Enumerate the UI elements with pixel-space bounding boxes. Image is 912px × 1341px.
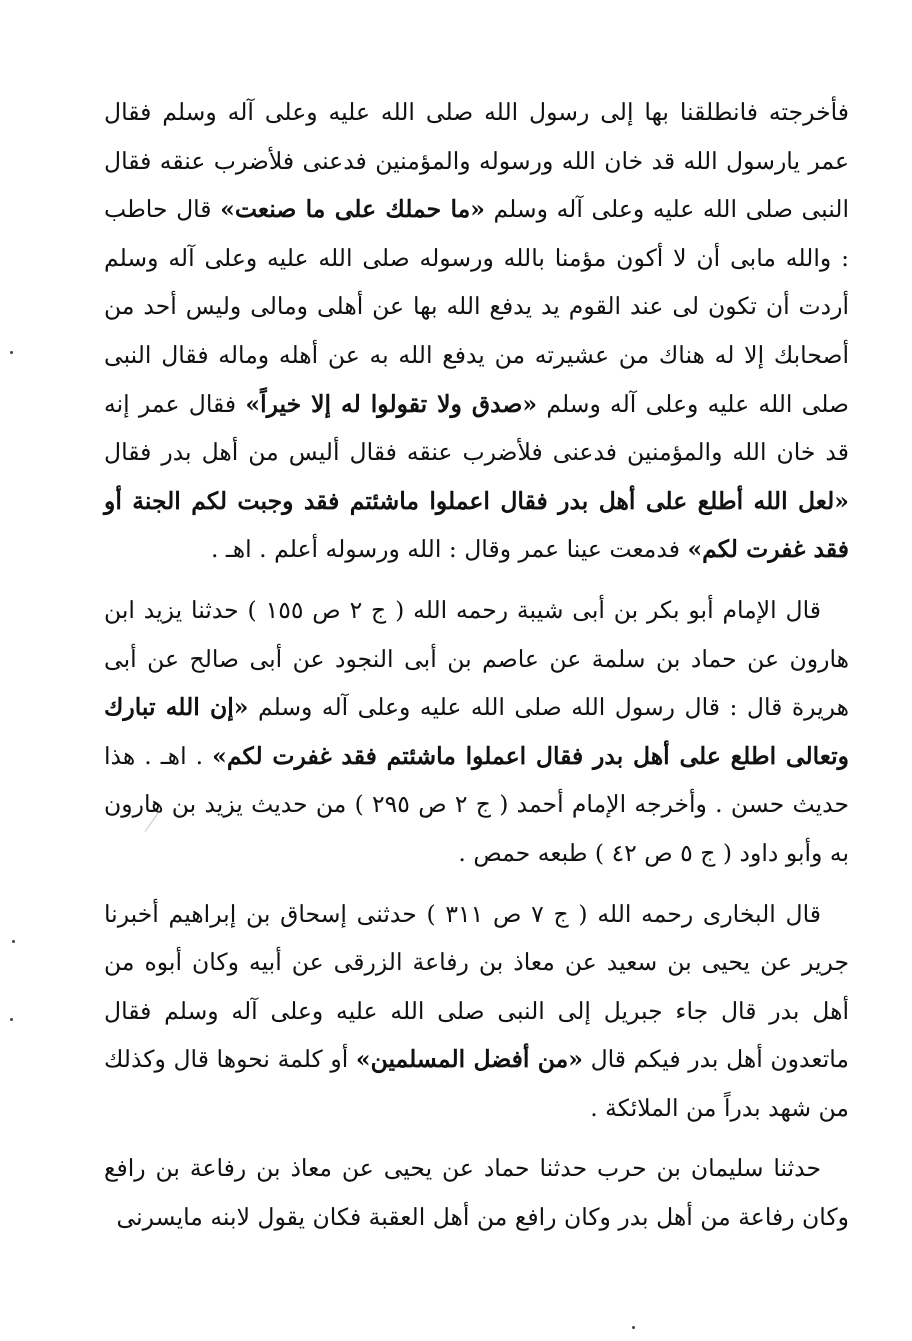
- quoted-speech-bold: «صدق ولا تقولوا له إلا خيراً»: [245, 389, 538, 418]
- paragraph-ibn-abi-shaybah: [104, 586, 849, 878]
- paragraph-bukhari: [104, 890, 849, 1133]
- quoted-speech-bold: «ما حملك على ما صنعت»: [220, 195, 485, 224]
- text-run: أو كلمة نحوها قال وكذلك من شهد بدراً من الملائكة .: [104, 1045, 849, 1122]
- text-run: حدثنا سليمان بن حرب حدثنا حماد عن يحيى عن معاذ بن رفاعة بن رافع وكان رفاعة من أهل بدر وكان رافع من أهل العقبة فكان يقول لابنه مايسرنى: [104, 1154, 849, 1232]
- quoted-speech-bold: «من أفضل المسلمين»: [355, 1045, 583, 1074]
- quoted-speech-bold: «إن الله تبارك وتعالى اطلع على أهل بدر فقال اعملوا ماشئتم فقد غفرت لكم»: [104, 693, 849, 770]
- scan-speck: [10, 351, 13, 354]
- page-body-text: [104, 88, 849, 1242]
- text-run: قال البخارى رحمه الله ( ج ٧ ص ٣١١ ) حدثنى إسحاق بن إبراهيم أخبرنا جرير عن يحيى بن سعيد عن معاذ بن رفاعة الزرقى عن أبيه وكان أبوه من أهل بدر قال جاء جبريل إلى النبى صلى الله عليه وعلى آله وسلم فقال ماتعدون أهل بدر فيكم قال: [104, 899, 849, 1074]
- text-run: قال حاطب : والله مابى أن لا أكون مؤمنا بالله ورسوله صلى الله عليه وعلى آله وسلم أردت أن تكون لى عند القوم يد يدفع الله بها عن أهلى ومالى وليس أحد من أصحابك إلا له هناك من عشيرته من يدفع الله به عن أهله وماله فقال النبى صلى الله عليه وعلى آله وسلم: [104, 195, 849, 418]
- text-run: . اهـ . هذا حديث حسن . وأخرجه الإمام أحمد ( ج ٢ ص ٢٩٥ ) من حديث يزيد بن هارون به وأبو داود ( ج ٥ ص ٤٢ ) طبعه حمص .: [104, 741, 849, 867]
- paragraph-hadith-hatib: [104, 88, 849, 574]
- paragraph-sulayman-ibn-harb: [104, 1144, 849, 1241]
- scan-speck: [632, 1326, 635, 1329]
- text-run: فأخرجته فانطلقنا بها إلى رسول الله صلى الله عليه وعلى آله وسلم فقال عمر يارسول الله قد خان الله ورسوله والمؤمنين فدعنى فلأضرب عنقه فقال النبى صلى الله عليه وعلى آله وسلم: [104, 98, 849, 224]
- text-run: فقال عمر إنه قد خان الله والمؤمنين فدعنى فلأضرب عنقه فقال أليس من أهل بدر فقال: [104, 389, 849, 467]
- quoted-speech-bold: «لعل الله أطلع على أهل بدر فقال اعملوا ماشئتم فقد وجبت لكم الجنة أو فقد غفرت لكم»: [104, 486, 849, 564]
- text-run: فدمعت عينا عمر وقال : الله ورسوله أعلم . اهـ .: [210, 535, 688, 564]
- text-run: قال الإمام أبو بكر بن أبى شيبة رحمه الله ( ج ٢ ص ١٥٥ ) حدثنا يزيد ابن هارون عن حماد بن سلمة عن عاصم بن أبى النجود عن أبى صالح عن أبى هريرة قال : قال رسول الله صلى الله عليه وعلى آله وسلم: [104, 595, 849, 722]
- scan-speck: [12, 940, 15, 943]
- scan-speck: [10, 1018, 13, 1021]
